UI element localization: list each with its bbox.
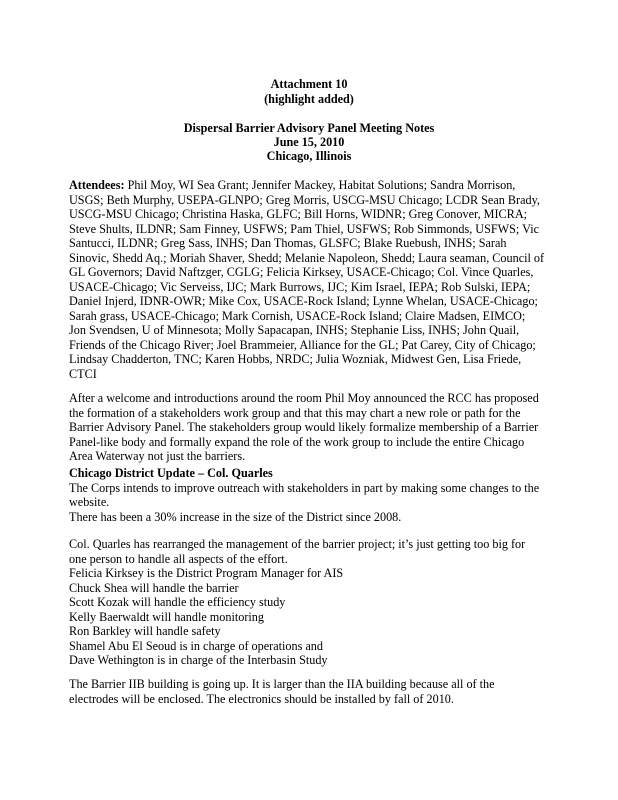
- intro-line: Barrier Advisory Panel. The stakeholders group would likely formalize membership of a Barrier: [69, 420, 539, 434]
- attendees-line: USGS; Beth Murphy, USEPA-GLNPO; Greg Morris, USCG-MSU Chicago; LCDR Sean Brady,: [69, 192, 540, 207]
- barrier-line: The Barrier IIB building is going up. It is larger than the IIA building because all of the: [69, 677, 495, 691]
- management-line: Col. Quarles has rearranged the management of the barrier project; it’s just getting too big for: [69, 537, 526, 551]
- attendees-line: USACE-Chicago; Vic Serveiss, IJC; Mark Burrows, IJC; Kim Israel, IEPA; Rob Sulski, IEPA;: [69, 279, 531, 294]
- intro-paragraph: [69, 391, 547, 464]
- attendees-line: GL Governors; David Naftzger, CGLG; Felicia Kirksey, USACE-Chicago; Col. Vince Quarles,: [69, 265, 534, 279]
- attendees-line: Sarah grass, USACE-Chicago; Mark Cornish, USACE-Rock Island; Claire Madsen, EIMCO;: [69, 308, 526, 323]
- intro-line: Panel-like body and formally expand the role of the work group to include the entire Chicago: [69, 434, 525, 449]
- attendees-line: Friends of the Chicago River; Joel Brammeier, Alliance for the GL; Pat Carey, City of Chicago;: [69, 337, 536, 352]
- intro-line: After a welcome and introductions around the room Phil Moy announced the RCC has proposed: [69, 391, 539, 405]
- attendees-line: Jon Svendsen, U of Minnesota; Molly Sapacapan, INHS; Stephanie Liss, INHS; John Quail,: [69, 323, 520, 337]
- attendees-line: Lindsay Chadderton, TNC; Karen Hobbs, NRDC; Julia Wozniak, Midwest Gen, Lisa Friede,: [69, 352, 522, 366]
- management-line: Chuck Shea will handle the barrier: [69, 580, 239, 595]
- district-line: There has been a 30% increase in the size of the District since 2008.: [69, 509, 402, 524]
- district-line: website.: [69, 495, 110, 509]
- section-heading: Chicago District Update – Col. Quarles: [69, 466, 273, 480]
- attendees-line: Phil Moy, WI Sea Grant; Jennifer Mackey, Habitat Solutions; Sandra Morrison,: [124, 178, 516, 192]
- attendees-line: Santucci, ILDNR; Greg Sass, INHS; Dan Thomas, GLSFC; Blake Ruebush, INHS; Sarah: [69, 236, 507, 250]
- intro-line: the formation of a stakeholders work group and that this may chart a new role or path for the: [69, 405, 521, 420]
- management-paragraph: [69, 537, 547, 668]
- management-line: Dave Wethington is in charge of the Interbasin Study: [69, 653, 328, 667]
- district-line: The Corps intends to improve outreach with stakeholders in part by making some changes to the: [69, 480, 540, 495]
- management-line: Ron Barkley will handle safety: [69, 624, 221, 638]
- document-title: Dispersal Barrier Advisory Panel Meeting Notes: [183, 121, 435, 135]
- barrier-paragraph: [69, 677, 547, 706]
- district-section: [69, 466, 547, 524]
- highlight-note: (highlight added): [264, 92, 354, 106]
- attendees-line: Sinovic, Shedd Aq.; Moriah Shaver, Shedd; Melanie Napoleon, Shedd; Laura seaman, Council of: [69, 250, 545, 265]
- attendees-section: [69, 178, 547, 381]
- intro-line: Area Waterway not just the barriers.: [69, 449, 246, 463]
- management-line: Felicia Kirksey is the District Program Manager for AIS: [69, 566, 344, 580]
- management-line: Kelly Baerwaldt will handle monitoring: [69, 609, 264, 624]
- attendees-line: CTCI: [69, 366, 97, 381]
- management-line: Shamel Abu El Seoud is in charge of operations and: [69, 638, 323, 653]
- attendees-line: USCG-MSU Chicago; Christina Haska, GLFC; Bill Horns, WIDNR; Greg Conover, MICRA;: [69, 207, 528, 221]
- attendees-line: Daniel Injerd, IDNR-OWR; Mike Cox, USACE-Rock Island; Lynne Whelan, USACE-Chicago;: [69, 294, 538, 308]
- attendees-line: Steve Shults, ILDNR; Sam Finney, USFWS; Pam Thiel, USFWS; Rob Simmonds, USFWS; Vic: [69, 221, 540, 236]
- attachment-label: Attachment 10: [270, 77, 348, 91]
- attendees-label: Attendees:: [69, 178, 125, 192]
- meeting-date: June 15, 2010: [273, 135, 345, 149]
- management-line: Scott Kozak will handle the efficiency study: [69, 595, 286, 609]
- barrier-line: electrodes will be enclosed. The electronics should be installed by fall of 2010.: [69, 691, 454, 706]
- meeting-location: Chicago, Illinois: [266, 149, 352, 163]
- management-line: one person to handle all aspects of the effort.: [69, 551, 288, 566]
